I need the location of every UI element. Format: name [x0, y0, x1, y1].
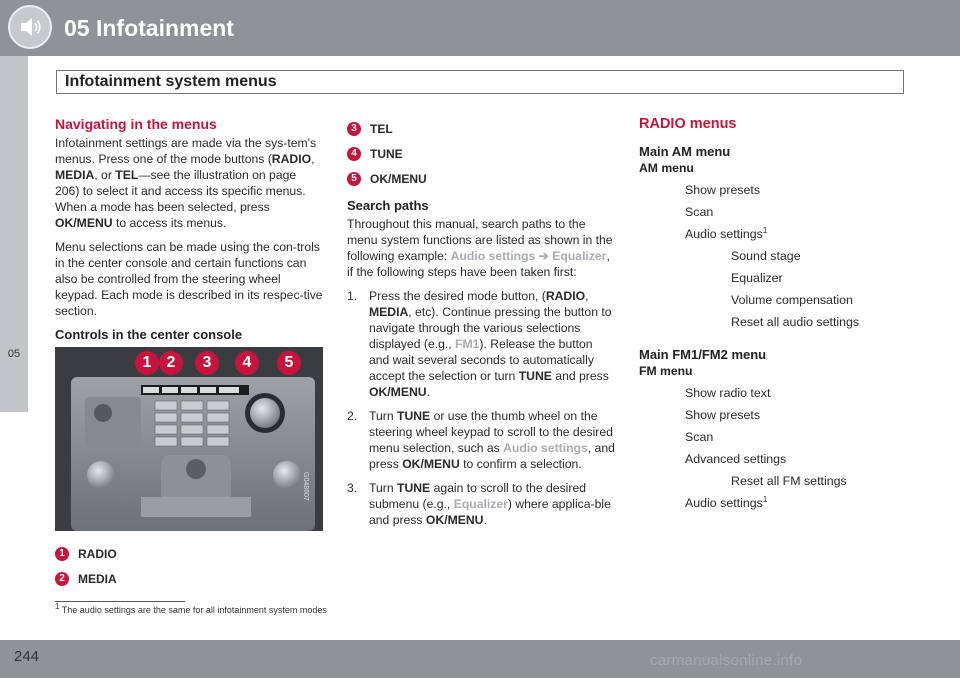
- console-number-1: 1: [135, 351, 159, 375]
- footnote-marker: 1: [55, 602, 60, 611]
- am-menu-subtitle: AM menu: [639, 161, 694, 175]
- menu-path-text: Audio settings: [503, 441, 588, 455]
- menu-item: [639, 448, 919, 470]
- bold-text: OK/MENU: [425, 513, 484, 527]
- body-text: Infotainment settings are made via the sys-tem's menus. Press one of the mode buttons (: [55, 136, 317, 166]
- callout-tune: [347, 141, 615, 166]
- menu-path-text: Audio settings ➔ Equalizer: [450, 249, 607, 263]
- footnote-ref: 1: [762, 494, 768, 504]
- menu-item: [639, 382, 919, 404]
- body-text: to access its menus.: [112, 216, 227, 230]
- console-number-2: 2: [159, 351, 183, 375]
- steps-list: [347, 288, 615, 528]
- menu-item-label: Audio settings: [685, 496, 763, 510]
- body-text: Turn: [369, 481, 397, 495]
- step-text: [369, 409, 615, 471]
- callout-number: 4: [347, 147, 361, 161]
- menu-item: [639, 404, 919, 426]
- menu-item-label: Show presets: [685, 183, 761, 197]
- menu-item: [639, 426, 919, 448]
- chapter-title: 05 Infotainment: [64, 15, 234, 41]
- search-paths-heading: Search paths: [347, 198, 429, 213]
- bold-text: TUNE: [518, 369, 552, 383]
- callout-label: TEL: [370, 121, 393, 136]
- step-item: [347, 288, 615, 400]
- navigating-paragraph-2: Menu selections can be made using the con-trols in the center console and certain functions can also be controlled from the steering wheel keypad. Each mode is described in its respec-tive section.: [55, 240, 323, 318]
- menu-item: [639, 311, 919, 333]
- callout-number: 1: [55, 547, 69, 561]
- menu-item: [639, 492, 919, 514]
- column-1: [55, 116, 323, 591]
- callout-tel: [347, 116, 615, 141]
- menu-item-label: Scan: [685, 205, 714, 219]
- callout-label: MEDIA: [78, 571, 117, 586]
- footnote-ref: 1: [762, 225, 768, 235]
- bold-text: OK/MENU: [369, 385, 427, 399]
- menu-item-label: Reset all FM settings: [731, 474, 847, 488]
- column-2: [347, 116, 615, 536]
- bold-text: RADIO: [271, 152, 312, 166]
- body-text: , if the following steps have been taken first:: [347, 249, 610, 279]
- body-text: ,: [311, 152, 315, 166]
- callout-label: TUNE: [370, 146, 403, 161]
- menu-item-label: Scan: [685, 430, 714, 444]
- search-paths-paragraph: [347, 216, 615, 280]
- menu-item: [639, 267, 919, 289]
- navigating-heading: Navigating in the menus: [55, 116, 217, 132]
- am-menu-title: Main AM menu: [639, 144, 731, 159]
- menu-item: [639, 223, 919, 245]
- console-number-4: 4: [235, 351, 259, 375]
- body-text: , or: [94, 168, 116, 182]
- speaker-icon: [8, 5, 52, 49]
- callout-number: 3: [347, 122, 361, 136]
- callout-radio: [55, 541, 323, 566]
- bold-text: TUNE: [397, 481, 431, 495]
- menu-item-label: Advanced settings: [685, 452, 787, 466]
- menu-item-label: Show radio text: [685, 386, 771, 400]
- footnote-text: The audio settings are the same for all infotainment system modes: [61, 605, 327, 615]
- bold-text: RADIO: [545, 289, 586, 303]
- page-number: 244: [14, 648, 40, 665]
- console-number-3: 3: [195, 351, 219, 375]
- menu-item: [639, 179, 919, 201]
- body-text: ,: [585, 289, 589, 303]
- body-text: , etc). Continue pressing the button to navigate through the various selections displayed (e.g.,: [369, 305, 612, 351]
- watermark: carmanualsonline.info: [650, 652, 803, 669]
- menu-item: [639, 470, 919, 492]
- fm-menu-list: [639, 382, 919, 514]
- step-item: [347, 408, 615, 472]
- console-number-5: 5: [277, 351, 301, 375]
- navigating-paragraph-1: [55, 135, 323, 231]
- body-text: Throughout this manual, search paths to the menu system functions are listed as shown in the following example:: [347, 217, 613, 263]
- menu-item-label: Equalizer: [731, 271, 783, 285]
- body-text: or use the thumb wheel on the steering wheel keypad to scroll to the desired menu selection, such as: [369, 409, 613, 455]
- controls-heading: Controls in the center console: [55, 327, 243, 342]
- step-number: 1.: [347, 289, 358, 303]
- callout-number: 5: [347, 172, 361, 186]
- step-item: [347, 480, 615, 528]
- bold-text: OK/MENU: [402, 457, 460, 471]
- footer-bar: [0, 640, 960, 678]
- callout-number: 2: [55, 572, 69, 586]
- body-text: and press: [551, 369, 609, 383]
- menu-path-text: FM1: [455, 337, 480, 351]
- bold-text: MEDIA: [369, 305, 409, 319]
- callout-media: [55, 566, 323, 591]
- callouts-1-2: [55, 541, 323, 591]
- menu-item-label: Reset all audio settings: [731, 315, 860, 329]
- body-text: to confirm a selection.: [459, 457, 582, 471]
- section-title: Infotainment system menus: [56, 70, 904, 94]
- body-text: ). Release the button and wait several seconds to automatically accept the selection or turn: [369, 337, 594, 383]
- body-text: —see the illustration on page 206) to select it and access its specific menus. When a mode has been selected, press: [55, 168, 306, 214]
- callout-ok-menu: [347, 166, 615, 191]
- callout-label: OK/MENU: [370, 171, 427, 186]
- callout-label: RADIO: [78, 546, 117, 561]
- step-text: [369, 481, 611, 527]
- body-text: Press the desired mode button, (: [369, 289, 546, 303]
- menu-path-text: Equalizer: [453, 497, 508, 511]
- menu-item-label: Sound stage: [731, 249, 801, 263]
- step-number: 3.: [347, 481, 358, 495]
- image-code: G048607: [302, 472, 309, 501]
- footnote-rule: [55, 601, 185, 602]
- menu-item: [639, 201, 919, 223]
- bold-text: TUNE: [397, 409, 431, 423]
- body-text: .: [483, 513, 487, 527]
- body-text: ) where applica-ble and press: [369, 497, 611, 527]
- bold-text: OK/MENU: [55, 216, 113, 230]
- fm-menu-subtitle: FM menu: [639, 364, 693, 378]
- menu-item: [639, 289, 919, 311]
- step-number: 2.: [347, 409, 358, 423]
- body-text: Turn: [369, 409, 397, 423]
- bold-text: MEDIA: [55, 168, 95, 182]
- menu-item-label: Show presets: [685, 408, 761, 422]
- menu-item-label: Volume compensation: [731, 293, 853, 307]
- menu-item: [639, 245, 919, 267]
- center-console-drawing: [55, 347, 323, 531]
- chapter-tab-label: 05: [7, 348, 21, 360]
- footnote: [55, 602, 327, 615]
- bold-text: TEL: [115, 168, 139, 182]
- center-console-image: [55, 347, 323, 531]
- body-text: again to scroll to the desired submenu (e.g.,: [369, 481, 587, 511]
- body-text: .: [426, 385, 430, 399]
- radio-menus-heading: RADIO menus: [639, 116, 737, 132]
- menu-item-label: Audio settings: [685, 227, 763, 241]
- body-text: , and press: [369, 441, 615, 471]
- am-menu-list: [639, 179, 919, 333]
- fm-menu-title: Main FM1/FM2 menu: [639, 347, 767, 362]
- column-3: [639, 116, 919, 514]
- step-text: [369, 289, 612, 399]
